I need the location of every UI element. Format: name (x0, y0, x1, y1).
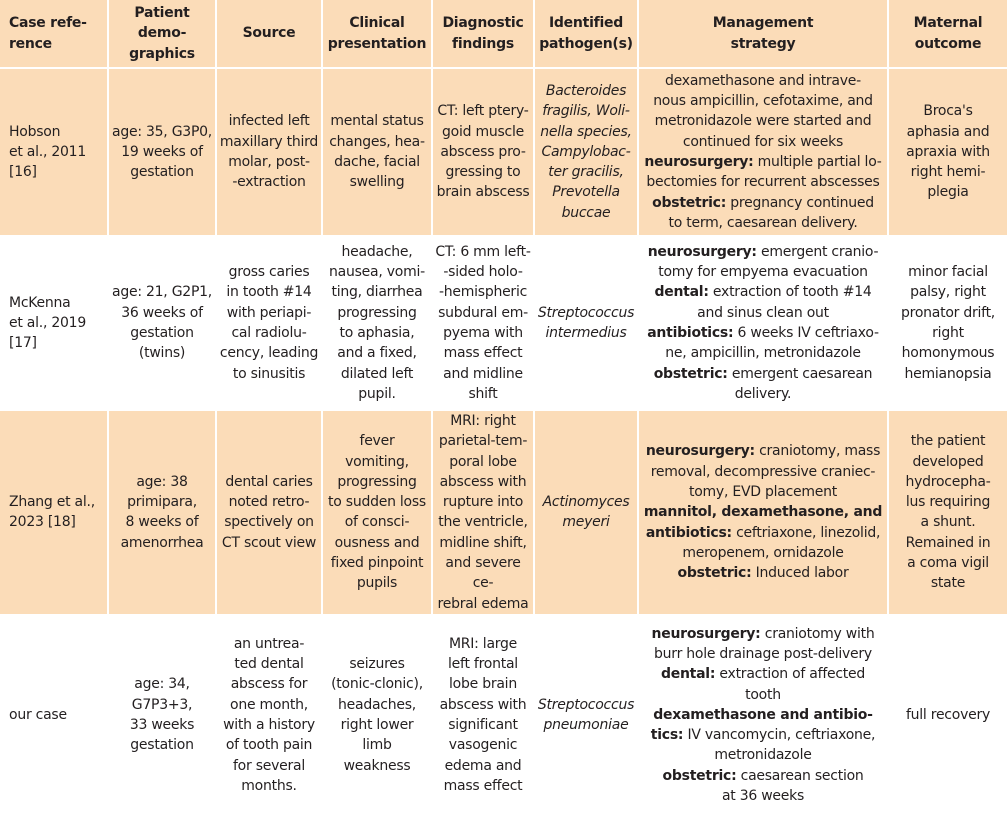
cell-source: gross caries in tooth #14 with periapi- cal radiolu- cency, leading to sinusitis (216, 236, 322, 410)
cell-outcome: full recovery (888, 615, 1008, 815)
management-paragraph: antibiotics: 6 weeks IV ceftriaxo- ne, ampicillin, metronidazole (647, 325, 879, 362)
header-case-reference: Case refe- rence (0, 0, 108, 68)
header-diagnostic-findings: Diagnostic findings (432, 0, 534, 68)
management-paragraph: obstetric: pregnancy continued to term, caesarean delivery. (652, 194, 874, 231)
cell-source: dental caries noted retro- spectively on CT scout view (216, 410, 322, 615)
management-paragraph: dental: extraction of tooth #14 and sinus clean out (654, 284, 872, 321)
header-patient-demographics: Patient demo- graphics (108, 0, 216, 68)
header-identified-pathogens: Identified pathogen(s) (534, 0, 638, 68)
cell-clinical: seizures (tonic-clonic), headaches, right lower limb weakness (322, 615, 432, 815)
management-paragraph: obstetric: emergent caesarean delivery. (653, 365, 873, 402)
cell-reference: our case (0, 615, 108, 815)
management-paragraph: dexamethasone and antibio- tics: IV vancomycin, ceftriaxone, metronidazole (650, 706, 876, 764)
header-maternal-outcome: Maternal outcome (888, 0, 1008, 68)
cell-diagnostic: CT: 6 mm left- -sided holo- -hemispheric subdural em- pyema with mass effect and midline shift (432, 236, 534, 410)
cell-pathogen: Streptococcus intermedius (534, 236, 638, 410)
cell-pathogen: Bacteroides fragilis, Woli- nella species, Campylobac- ter gracilis, Prevotella buccae (534, 68, 638, 236)
management-paragraph: obstetric: caesarean section at 36 weeks (662, 767, 864, 804)
cell-diagnostic: MRI: large left frontal lobe brain abscess with significant vasogenic edema and mass effect (432, 615, 534, 815)
cell-management (638, 236, 888, 410)
management-paragraph: neurosurgery: craniotomy with burr hole drainage post-delivery (651, 625, 875, 662)
header-source: Source (216, 0, 322, 68)
management-paragraph: obstetric: Induced labor (677, 565, 849, 582)
cell-diagnostic: MRI: right parietal-tem- poral lobe abscess with rupture into the ventricle, midline shift, and severe ce- rebral edema (432, 410, 534, 615)
cell-outcome: minor facial palsy, right pronator drift, right homonymous hemianopsia (888, 236, 1008, 410)
cell-demographics: age: 21, G2P1, 36 weeks of gestation (twins) (108, 236, 216, 410)
header-management-strategy: Management strategy (638, 0, 888, 68)
cell-clinical: mental status changes, hea- dache, facial swelling (322, 68, 432, 236)
cell-source: infected left maxillary third molar, post- -extraction (216, 68, 322, 236)
cell-clinical: fever vomiting, progressing to sudden loss of consci- ousness and fixed pinpoint pupils (322, 410, 432, 615)
header-clinical-presentation: Clinical presentation (322, 0, 432, 68)
cell-reference: McKenna et al., 2019 [17] (0, 236, 108, 410)
management-paragraph: mannitol, dexamethasone, and antibiotics: ceftriaxone, linezolid, meropenem, ornidazole (643, 504, 883, 561)
cell-reference: Hobson et al., 2011 [16] (0, 68, 108, 236)
cell-source: an untrea- ted dental abscess for one month, with a history of tooth pain for several months. (216, 615, 322, 815)
table-row (0, 236, 1008, 410)
management-paragraph: neurosurgery: emergent cranio- tomy for empyema evacuation (647, 243, 879, 281)
cell-reference: Zhang et al., 2023 [18] (0, 410, 108, 615)
cell-diagnostic: CT: left ptery- goid muscle abscess pro- gressing to brain abscess (432, 68, 534, 236)
cell-management (638, 615, 888, 815)
header-row (0, 0, 1008, 68)
table-row (0, 615, 1008, 815)
cell-pathogen: Actinomyces meyeri (534, 410, 638, 615)
cell-outcome: the patient developed hydrocepha- lus requiring a shunt. Remained in a coma vigil state (888, 410, 1008, 615)
cell-demographics: age: 34, G7P3+3, 33 weeks gestation (108, 615, 216, 815)
cell-management (638, 68, 888, 236)
management-paragraph: neurosurgery: multiple partial lo- bectomies for recurrent abscesses (644, 154, 882, 191)
management-paragraph: neurosurgery: craniotomy, mass removal, decompressive craniec- tomy, EVD placement (645, 443, 881, 501)
table-row (0, 410, 1008, 615)
cell-management (638, 410, 888, 615)
management-paragraph: dental: extraction of affected tooth (660, 666, 866, 703)
cell-clinical: headache, nausea, vomi- ting, diarrhea progressing to aphasia, and a fixed, dilated left pupil. (322, 236, 432, 410)
cell-demographics: age: 35, G3P0, 19 weeks of gestation (108, 68, 216, 236)
cell-pathogen: Streptococcus pneumoniae (534, 615, 638, 815)
cell-demographics: age: 38 primipara, 8 weeks of amenorrhea (108, 410, 216, 615)
table-row (0, 68, 1008, 236)
management-paragraph: dexamethasone and intrave- nous ampicillin, cefotaxime, and metronidazole were started and continued for six weeks (653, 72, 873, 150)
cell-outcome: Broca's aphasia and apraxia with right hemi- plegia (888, 68, 1008, 236)
